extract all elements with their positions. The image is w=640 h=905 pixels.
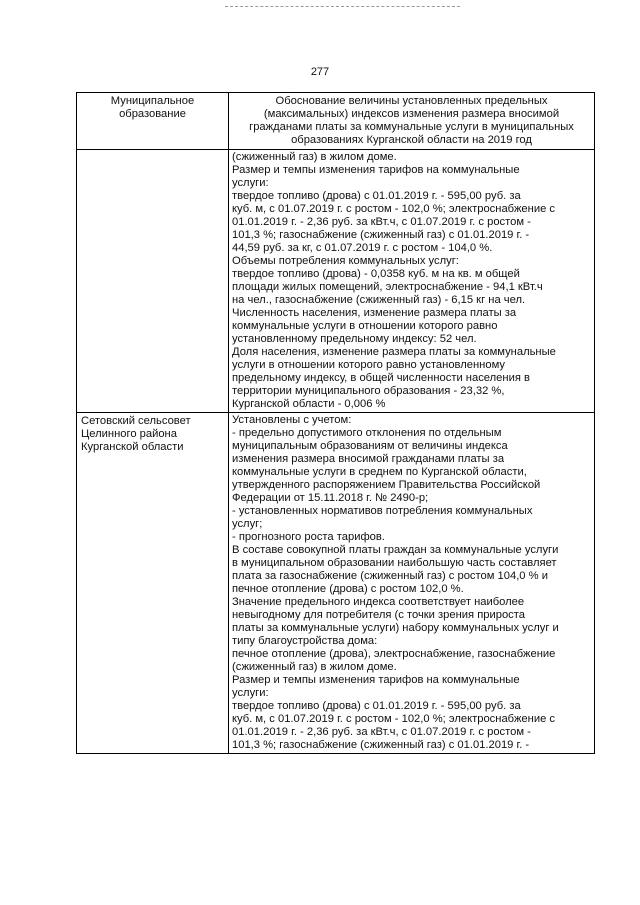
text-line: печное отопление (дрова), электроснабжение, газоснабжение xyxy=(232,648,556,660)
text-line: услуг; xyxy=(232,518,263,530)
text-line: территории муниципального образования - 23,32 %, xyxy=(232,385,505,397)
municipality-line: Сетовский сельсовет xyxy=(81,415,191,427)
table-row xyxy=(77,413,595,754)
table-header-row xyxy=(77,93,595,150)
text-line: Установлены с учетом: xyxy=(232,414,352,426)
header-line: гражданами платы за коммунальные услуги в муниципальных xyxy=(249,121,574,133)
text-line: плата за газоснабжение (сжиженный газ) с ростом 104,0 % и xyxy=(232,570,548,582)
text-line: площади жилых помещений, электроснабжение - 94,1 кВт.ч xyxy=(232,281,543,293)
municipality-line: Курганской области xyxy=(81,441,184,453)
text-line: услуги в отношении которого равно установленному xyxy=(232,359,505,371)
header-line: Муниципальное xyxy=(110,95,195,107)
text-line: типу благоустройства дома: xyxy=(232,635,378,647)
text-line: (сжиженный газ) в жилом доме. xyxy=(232,661,397,673)
text-line: муниципальным образованиям от величины индекса xyxy=(232,440,508,452)
text-line: 101,3 %; газоснабжение (сжиженный газ) с 01.01.2019 г. - xyxy=(232,229,530,241)
text-line: услуги: xyxy=(232,687,269,699)
text-line: (сжиженный газ) в жилом доме. xyxy=(232,151,397,163)
header-line: образование xyxy=(119,108,186,120)
text-line: Размер и темпы изменения тарифов на коммунальные xyxy=(232,164,520,176)
text-line: Курганской области - 0,006 % xyxy=(232,398,386,410)
text-line: твердое топливо (дрова) - 0,0358 куб. м на кв. м общей xyxy=(232,268,520,280)
text-line: установленному предельному индексу: 52 чел. xyxy=(232,333,477,345)
text-line: твердое топливо (дрова) с 01.01.2019 г. - 595,00 руб. за xyxy=(232,190,521,202)
text-line: 01.01.2019 г. - 2,36 руб. за кВт.ч, с 01.07.2019 г. с ростом - xyxy=(232,726,531,738)
text-line: в муниципальном образовании наибольшую часть составляет xyxy=(232,557,557,569)
justification-cell xyxy=(229,413,595,754)
text-line: Численность населения, изменение размера платы за xyxy=(232,307,517,319)
text-line: - прогнозного роста тарифов. xyxy=(232,531,385,543)
header-municipality xyxy=(77,93,229,150)
text-line: предельному индексу, в общей численности населения в xyxy=(232,372,530,384)
text-line: Размер и темпы изменения тарифов на коммунальные xyxy=(232,674,520,686)
text-line: коммунальные услуги в среднем по Курганской области, xyxy=(232,466,527,478)
municipality-line: Целинного района xyxy=(81,428,177,440)
text-line: В составе совокупной платы граждан за коммунальные услуги xyxy=(232,544,559,556)
text-line: куб. м, с 01.07.2019 г. с ростом - 102,0 %; электроснабжение с xyxy=(232,203,555,215)
justification-cell xyxy=(229,150,595,413)
text-line: печное отопление (дрова) с ростом 102,0 %. xyxy=(232,583,464,595)
text-line: Значение предельного индекса соответствует наиболее xyxy=(232,596,525,608)
page-number: 277 xyxy=(310,66,330,78)
text-line: 01.01.2019 г. - 2,36 руб. за кВт.ч, с 01.07.2019 г. с ростом - xyxy=(232,216,531,228)
header-justification xyxy=(229,93,595,150)
text-line: услуги: xyxy=(232,177,269,189)
header-line: (максимальных) индексов изменения размера вносимой xyxy=(263,108,560,120)
header-line: образованиях Курганской области на 2019 год xyxy=(291,134,532,146)
municipality-cell xyxy=(77,150,229,413)
text-line: на чел., газоснабжение (сжиженный газ) - 6,15 кг на чел. xyxy=(232,294,526,306)
text-line: - предельно допустимого отклонения по отдельным xyxy=(232,427,502,439)
text-line: твердое топливо (дрова) с 01.01.2019 г. - 595,00 руб. за xyxy=(232,700,521,712)
text-line: 101,3 %; газоснабжение (сжиженный газ) с 01.01.2019 г. - xyxy=(232,739,530,751)
text-line: Объемы потребления коммунальных услуг: xyxy=(232,255,459,267)
text-line: Федерации от 15.11.2018 г. № 2490-р; xyxy=(232,492,429,504)
text-line: Доля населения, изменение размера платы за коммунальные xyxy=(232,346,556,358)
text-line: платы за коммунальные услуги) набору коммунальных услуг и xyxy=(232,622,559,634)
table-row xyxy=(77,150,595,413)
text-line: куб. м, с 01.07.2019 г. с ростом - 102,0 %; электроснабжение с xyxy=(232,713,555,725)
text-line: утвержденного распоряжением Правительства Российской xyxy=(232,479,541,491)
municipality-cell xyxy=(77,413,229,754)
tariff-table xyxy=(76,92,595,754)
text-line: изменения размера вносимой гражданами платы за xyxy=(232,453,505,465)
text-line: коммунальные услуги в отношении которого равно xyxy=(232,320,498,332)
text-line: - установленных нормативов потребления коммунальных xyxy=(232,505,533,517)
text-line: 44,59 руб. за кг, с 01.07.2019 г. с ростом - 104,0 %. xyxy=(232,242,493,254)
scan-edge-line xyxy=(225,6,460,7)
header-line: Обоснование величины установленных предельных xyxy=(275,95,548,107)
text-line: невыгодному для потребителя (с точки зрения прироста xyxy=(232,609,525,621)
